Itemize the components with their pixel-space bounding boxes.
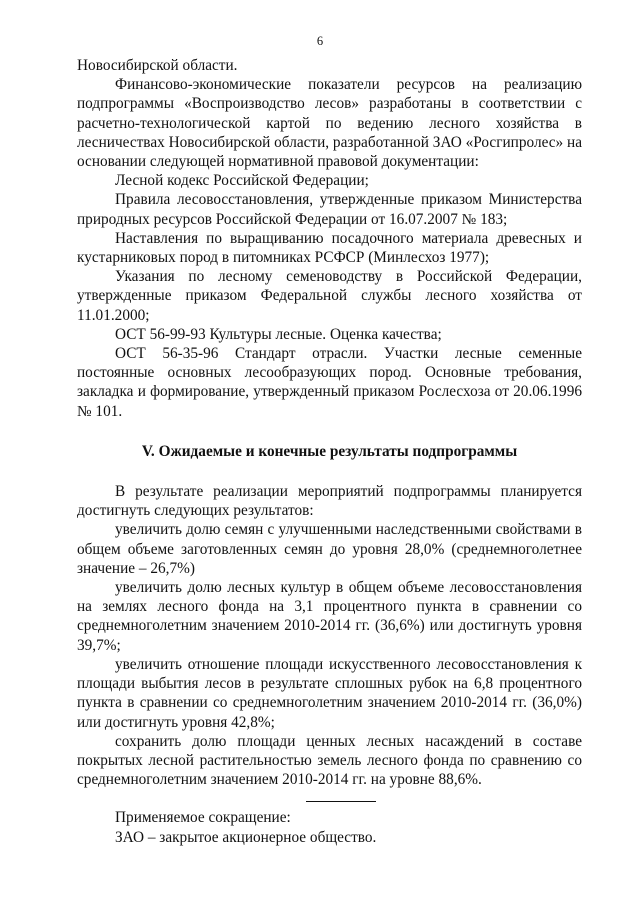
paragraph-result-artificial-reforestation: увеличить отношение площади искусственного лесовосстановления к площади выбытия лесов в результате сплошных рубок на 6,8 процентного пункта в сравнении со среднемноголетним значением 2010-2014 гг. (36,0%) или достигнуть уровня 42,8%; bbox=[77, 655, 582, 731]
paragraph-ost-56-35-96: ОСТ 56-35-96 Стандарт отрасли. Участки лесные семенные постоянные основных лесообразующих пород. Основные требования, закладка и формирование, утвержденный приказом Рослесхоза от 20.06.1996 № 101. bbox=[77, 345, 582, 420]
paragraph-results-intro: В результате реализации мероприятий подпрограммы планируется достигнуть следующих результатов: bbox=[77, 483, 582, 520]
section-heading: V. Ожидаемые и конечные результаты подпрограммы bbox=[141, 442, 518, 460]
paragraph-forest-code: Лесной кодекс Российской Федерации; bbox=[115, 172, 369, 190]
paragraph-reforestation-rules: Правила лесовосстановления, утвержденные приказом Министерства природных ресурсов Российской Федерации от 16.07.2007 № 183; bbox=[77, 191, 582, 228]
paragraph-seed-guidelines: Указания по лесному семеноводству в Российской Федерации, утвержденные приказом Федеральной службы лесного хозяйства от 11.01.2000; bbox=[77, 268, 582, 324]
paragraph-result-seeds: увеличить долю семян с улучшенными наследственными свойствами в общем объеме заготовленных семян до уровня 28,0% (среднемноголетнее значение – 26,7%) bbox=[77, 521, 582, 577]
page-content bbox=[77, 56, 582, 847]
paragraph-nursery-guidelines: Наставления по выращиванию посадочного материала древесных и кустарниковых пород в питомниках РСФСР (Минлесхоз 1977); bbox=[77, 229, 582, 267]
page-number: 6 bbox=[316, 34, 324, 48]
paragraph-result-forest-crops: увеличить долю лесных культур в общем объеме лесовосстановления на землях лесного фонда на 3,1 процентного пункта в сравнении со среднемноголетним значением 2010-2014 гг. (36,6%) или достигнуть уровня 39,7%; bbox=[77, 579, 582, 654]
abbreviations-title: Применяемое сокращение: bbox=[115, 809, 291, 827]
paragraph-ost-56-99-93: ОСТ 56-99-93 Культуры лесные. Оценка качества; bbox=[115, 325, 442, 343]
paragraph-continuation: Новосибирской области. bbox=[77, 57, 238, 74]
paragraph-result-valuable-stands: сохранить долю площади ценных лесных насаждений в составе покрытых лесной растительностью земель лесного фонда по сравнению со среднемноголетним значением 2010-2014 гг. на уровне 88,6%. bbox=[77, 732, 582, 789]
end-divider-line bbox=[306, 801, 376, 802]
abbreviation-item: ЗАО – закрытое акционерное общество. bbox=[115, 828, 377, 846]
paragraph-financial-basis: Финансово-экономические показатели ресурсов на реализацию подпрограммы «Воспроизводство лесов» разработаны в соответствии с расчетно-технологической картой по ведению лесного хозяйства в лесничествах Новосибирской области, разработанной ЗАО «Росгипролес» на основании следующей нормативной правовой документации: bbox=[77, 76, 582, 171]
